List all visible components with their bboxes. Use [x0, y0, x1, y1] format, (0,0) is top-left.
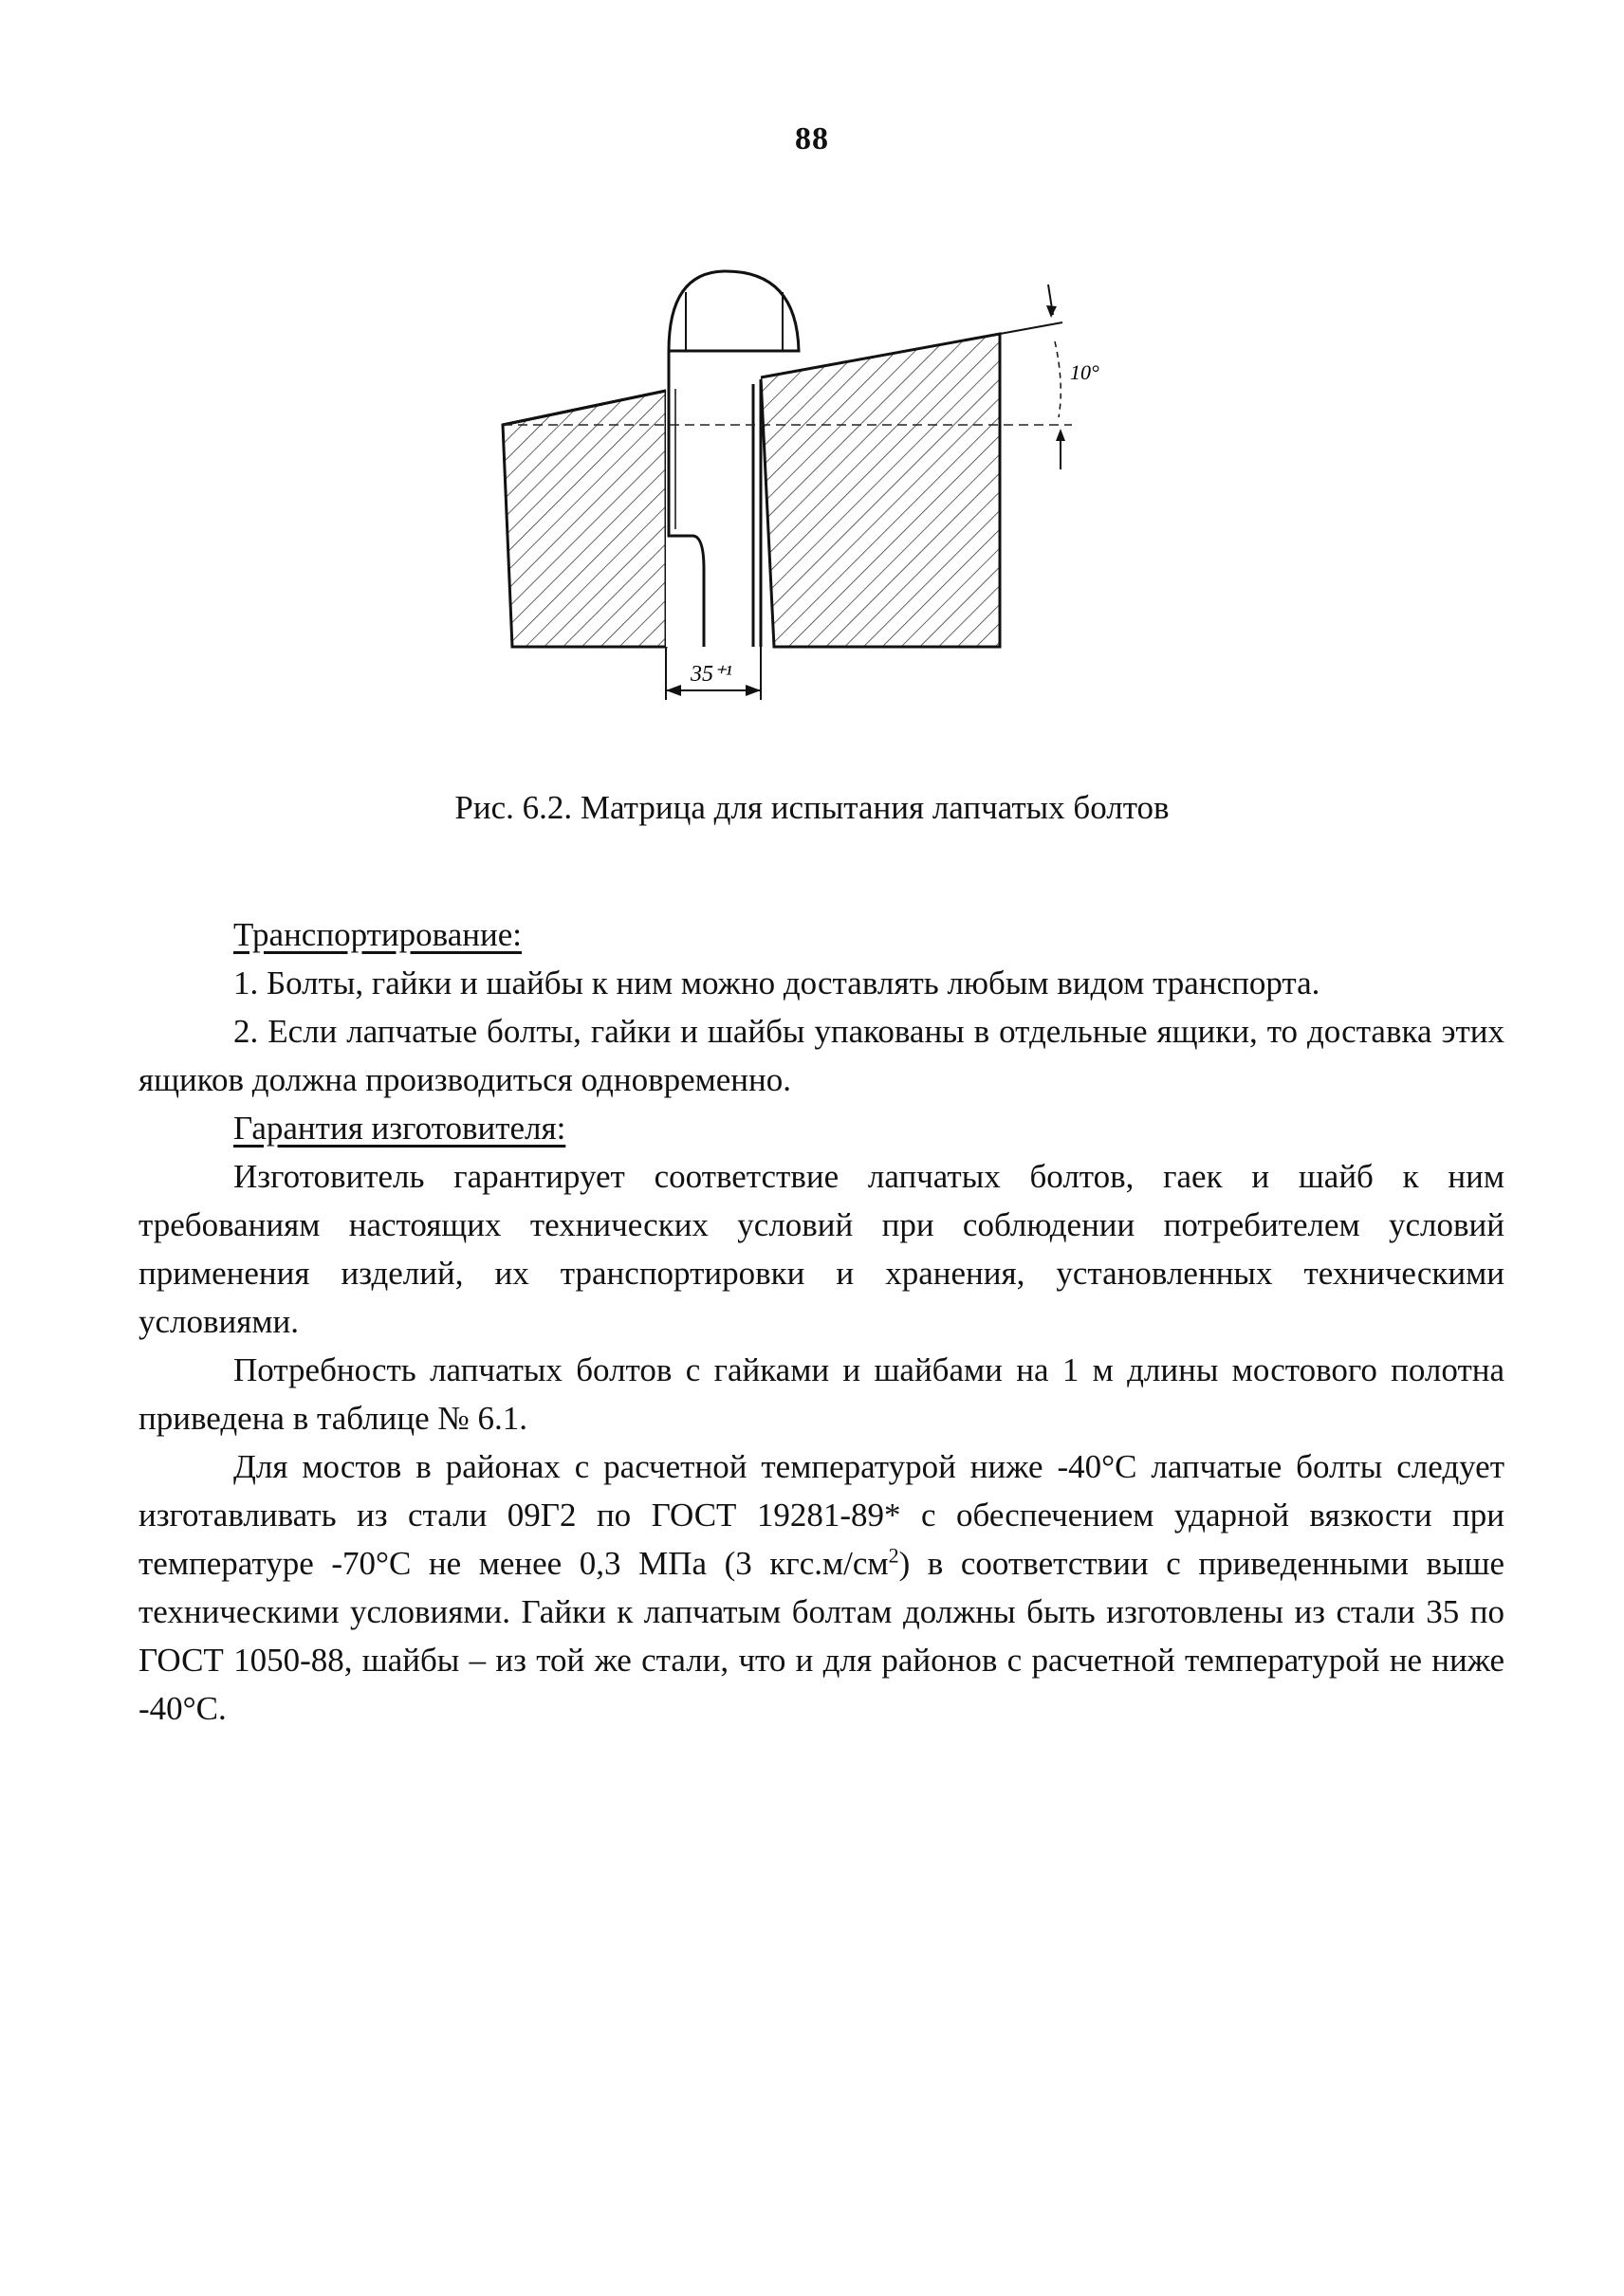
matrix-drawing	[493, 247, 1157, 721]
body-text	[138, 910, 1504, 1733]
need-text: Потребность лапчатых болтов с гайками и шайбами на 1 м длины мостового полотна приведена в таблице № 6.1.	[138, 1351, 1504, 1437]
cold-climate-text	[138, 1442, 1504, 1733]
angle-label: 10°	[1070, 360, 1099, 384]
warranty-text: Изготовитель гарантирует соответствие лапчатых болтов, гаек и шайб к ним требованиям настоящих технических условий при соблюдении потребителем условий применения изделий, их транспортировки и хранения, установленных техническими условиями.	[138, 1158, 1504, 1340]
cold-text-part-2: ) в соответствии с приведенными выше техническими условиями. Гайки к лапчатым болтам должны быть изготовлены из стали 35 по ГОСТ 1050-88, шайбы – из той же стали, что и для районов с расчетной температурой не ниже -40°С.	[138, 1545, 1504, 1727]
warranty-heading: Гарантия изготовителя:	[233, 1110, 566, 1147]
bolt-head	[669, 271, 799, 351]
left-block	[503, 391, 666, 647]
page-number: 88	[795, 121, 829, 156]
transport-item-2: 2. Если лапчатые болты, гайки и шайбы упакованы в отдельные ящики, то доставка этих ящиков должна производиться одновременно.	[138, 1013, 1504, 1098]
transport-heading: Транспортирование:	[233, 916, 522, 953]
cold-superscript: 2	[888, 1543, 899, 1568]
right-block	[761, 334, 1000, 647]
figure-caption: Рис. 6.2. Матрица для испытания лапчатых болтов	[454, 789, 1170, 826]
dimension-label: 35⁺¹	[691, 662, 732, 687]
transport-item-1: 1. Болты, гайки и шайбы к ним можно доставлять любым видом транспорта.	[233, 964, 1320, 1001]
cold-text-part-1: Для мостов в районах с расчетной температурой ниже -40°С лапчатые болты следует изготавливать из стали 09Г2 по ГОСТ 19281-89* с обеспечением ударной вязкости при температуре -70°С не менее 0,3 МПа (3 кгс.м/см	[138, 1448, 1504, 1582]
